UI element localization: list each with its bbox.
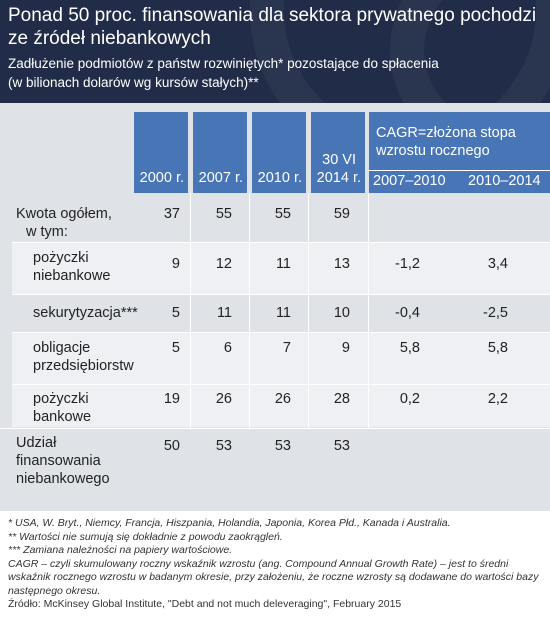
row-label-line: pożyczki <box>33 391 89 407</box>
row-label-line: Udział <box>16 435 57 451</box>
value-cell: 5 <box>171 340 180 356</box>
column-header-2000 <box>134 112 188 193</box>
footnote: *** Zamiana należności na papiery wartościowe. <box>8 544 233 556</box>
column-header-2014 <box>311 112 365 193</box>
value-cell: 9 <box>171 256 180 272</box>
cagr-period-1: 2007–2010 <box>373 173 446 189</box>
value-cell: 19 <box>163 391 180 407</box>
cagr-title-line: wzrostu rocznego <box>376 143 490 159</box>
subtitle-line: Zadłużenie podmiotów z państw rozwiniętych* pozostające do spłacenia <box>8 56 439 71</box>
cagr-period-2: 2010–2014 <box>468 173 541 189</box>
value-cell: 53 <box>274 438 291 454</box>
row-divider <box>0 428 550 429</box>
value-cell: 53 <box>333 438 350 454</box>
value-cell: 9 <box>341 340 350 356</box>
value-cell: 5 <box>171 305 180 321</box>
column-divider <box>249 193 250 429</box>
row-label-bank-loans <box>33 390 91 426</box>
cagr-divider <box>369 170 550 171</box>
row-divider <box>12 384 550 385</box>
row-label-nonbank-share <box>16 434 110 488</box>
cagr-cell: -2,5 <box>483 305 508 321</box>
value-cell: 26 <box>215 391 232 407</box>
value-cell: 26 <box>274 391 291 407</box>
value-cell: 37 <box>163 206 180 222</box>
row-label-line: Kwota ogółem, <box>16 206 112 222</box>
value-cell: 7 <box>282 340 291 356</box>
row-label-line: bankowe <box>33 409 92 425</box>
cagr-title <box>376 124 516 160</box>
row-label-line: pożyczki <box>33 250 89 266</box>
data-table <box>0 103 550 511</box>
row-label-line: w tym: <box>26 224 68 240</box>
footnote: CAGR – czyli skumulowany roczny wskaźnik wzrostu (ang. Compound Annual Growth Rate) – jest to średni wskaźnik rocznego wzrostu w badanym okresie, przy założeniu, że roczne wzrosty są dodawane do wartości bazy następnego okresu. <box>8 557 539 597</box>
footnotes <box>8 517 548 612</box>
cagr-cell: 3,4 <box>487 256 508 272</box>
row-label-line: niebankowe <box>33 268 111 284</box>
row-label-line: finansowania <box>16 453 101 469</box>
source-note: Źródło: McKinsey Global Institute, "Debt and not much deleveraging", February 2015 <box>8 598 402 610</box>
value-cell: 12 <box>215 256 232 272</box>
column-header-label: 2000 r. <box>139 170 184 186</box>
value-cell: 6 <box>223 340 232 356</box>
row-label-line: obligacje <box>33 340 91 356</box>
column-header-label: 2014 r. <box>316 170 361 186</box>
row-label-securitization: sekurytyzacja*** <box>33 305 138 321</box>
column-header-label: 2010 r. <box>257 170 302 186</box>
cagr-cell: 5,8 <box>399 340 420 356</box>
chart-subtitle <box>8 54 548 92</box>
column-divider <box>368 193 369 429</box>
value-cell: 11 <box>275 256 291 272</box>
row-divider <box>12 332 550 333</box>
value-cell: 53 <box>215 438 232 454</box>
row-label-total <box>16 205 112 241</box>
value-cell: 11 <box>216 305 232 321</box>
cagr-cell: 2,2 <box>487 391 508 407</box>
column-divider <box>308 193 309 429</box>
row-label-line: przedsiębiorstw <box>33 358 134 374</box>
row-label-line: niebankowego <box>16 471 110 487</box>
footnote: * USA, W. Bryt., Niemcy, Francja, Hiszpania, Holandia, Japonia, Korea Płd., Kanada i Australia. <box>8 517 451 529</box>
subtitle-line: (w bilionach dolarów wg kursów stałych)** <box>8 75 259 90</box>
cagr-cell: -0,4 <box>395 305 420 321</box>
chart-title: Ponad 50 proc. finansowania dla sektora prywatnego pochodzi ze źródeł niebankowych <box>8 5 537 49</box>
column-header-2010 <box>252 112 306 193</box>
value-cell: 59 <box>333 206 350 222</box>
cagr-header <box>369 112 550 193</box>
value-cell: 50 <box>163 438 180 454</box>
column-divider <box>190 193 191 429</box>
row-divider <box>12 242 550 243</box>
value-cell: 11 <box>275 305 291 321</box>
value-cell: 55 <box>274 206 291 222</box>
footnote: ** Wartości nie sumują się dokładnie z powodu zaokrągleń. <box>8 530 283 543</box>
column-header-label: 2007 r. <box>198 170 243 186</box>
value-cell: 28 <box>333 391 350 407</box>
cagr-title-line: CAGR=złożona stopa <box>376 125 516 141</box>
column-header-2007 <box>193 112 247 193</box>
row-label-nonbank-loans <box>33 249 110 285</box>
cagr-cell: 5,8 <box>487 340 508 356</box>
value-cell: 55 <box>215 206 232 222</box>
cagr-cell: -1,2 <box>395 256 420 272</box>
cagr-cell: 0,2 <box>399 391 420 407</box>
column-header-label: 30 VI <box>322 152 356 168</box>
row-divider <box>12 294 550 295</box>
row-label-corporate-bonds <box>33 339 134 375</box>
value-cell: 13 <box>333 256 350 272</box>
header-panel <box>0 0 550 103</box>
value-cell: 10 <box>333 305 350 321</box>
